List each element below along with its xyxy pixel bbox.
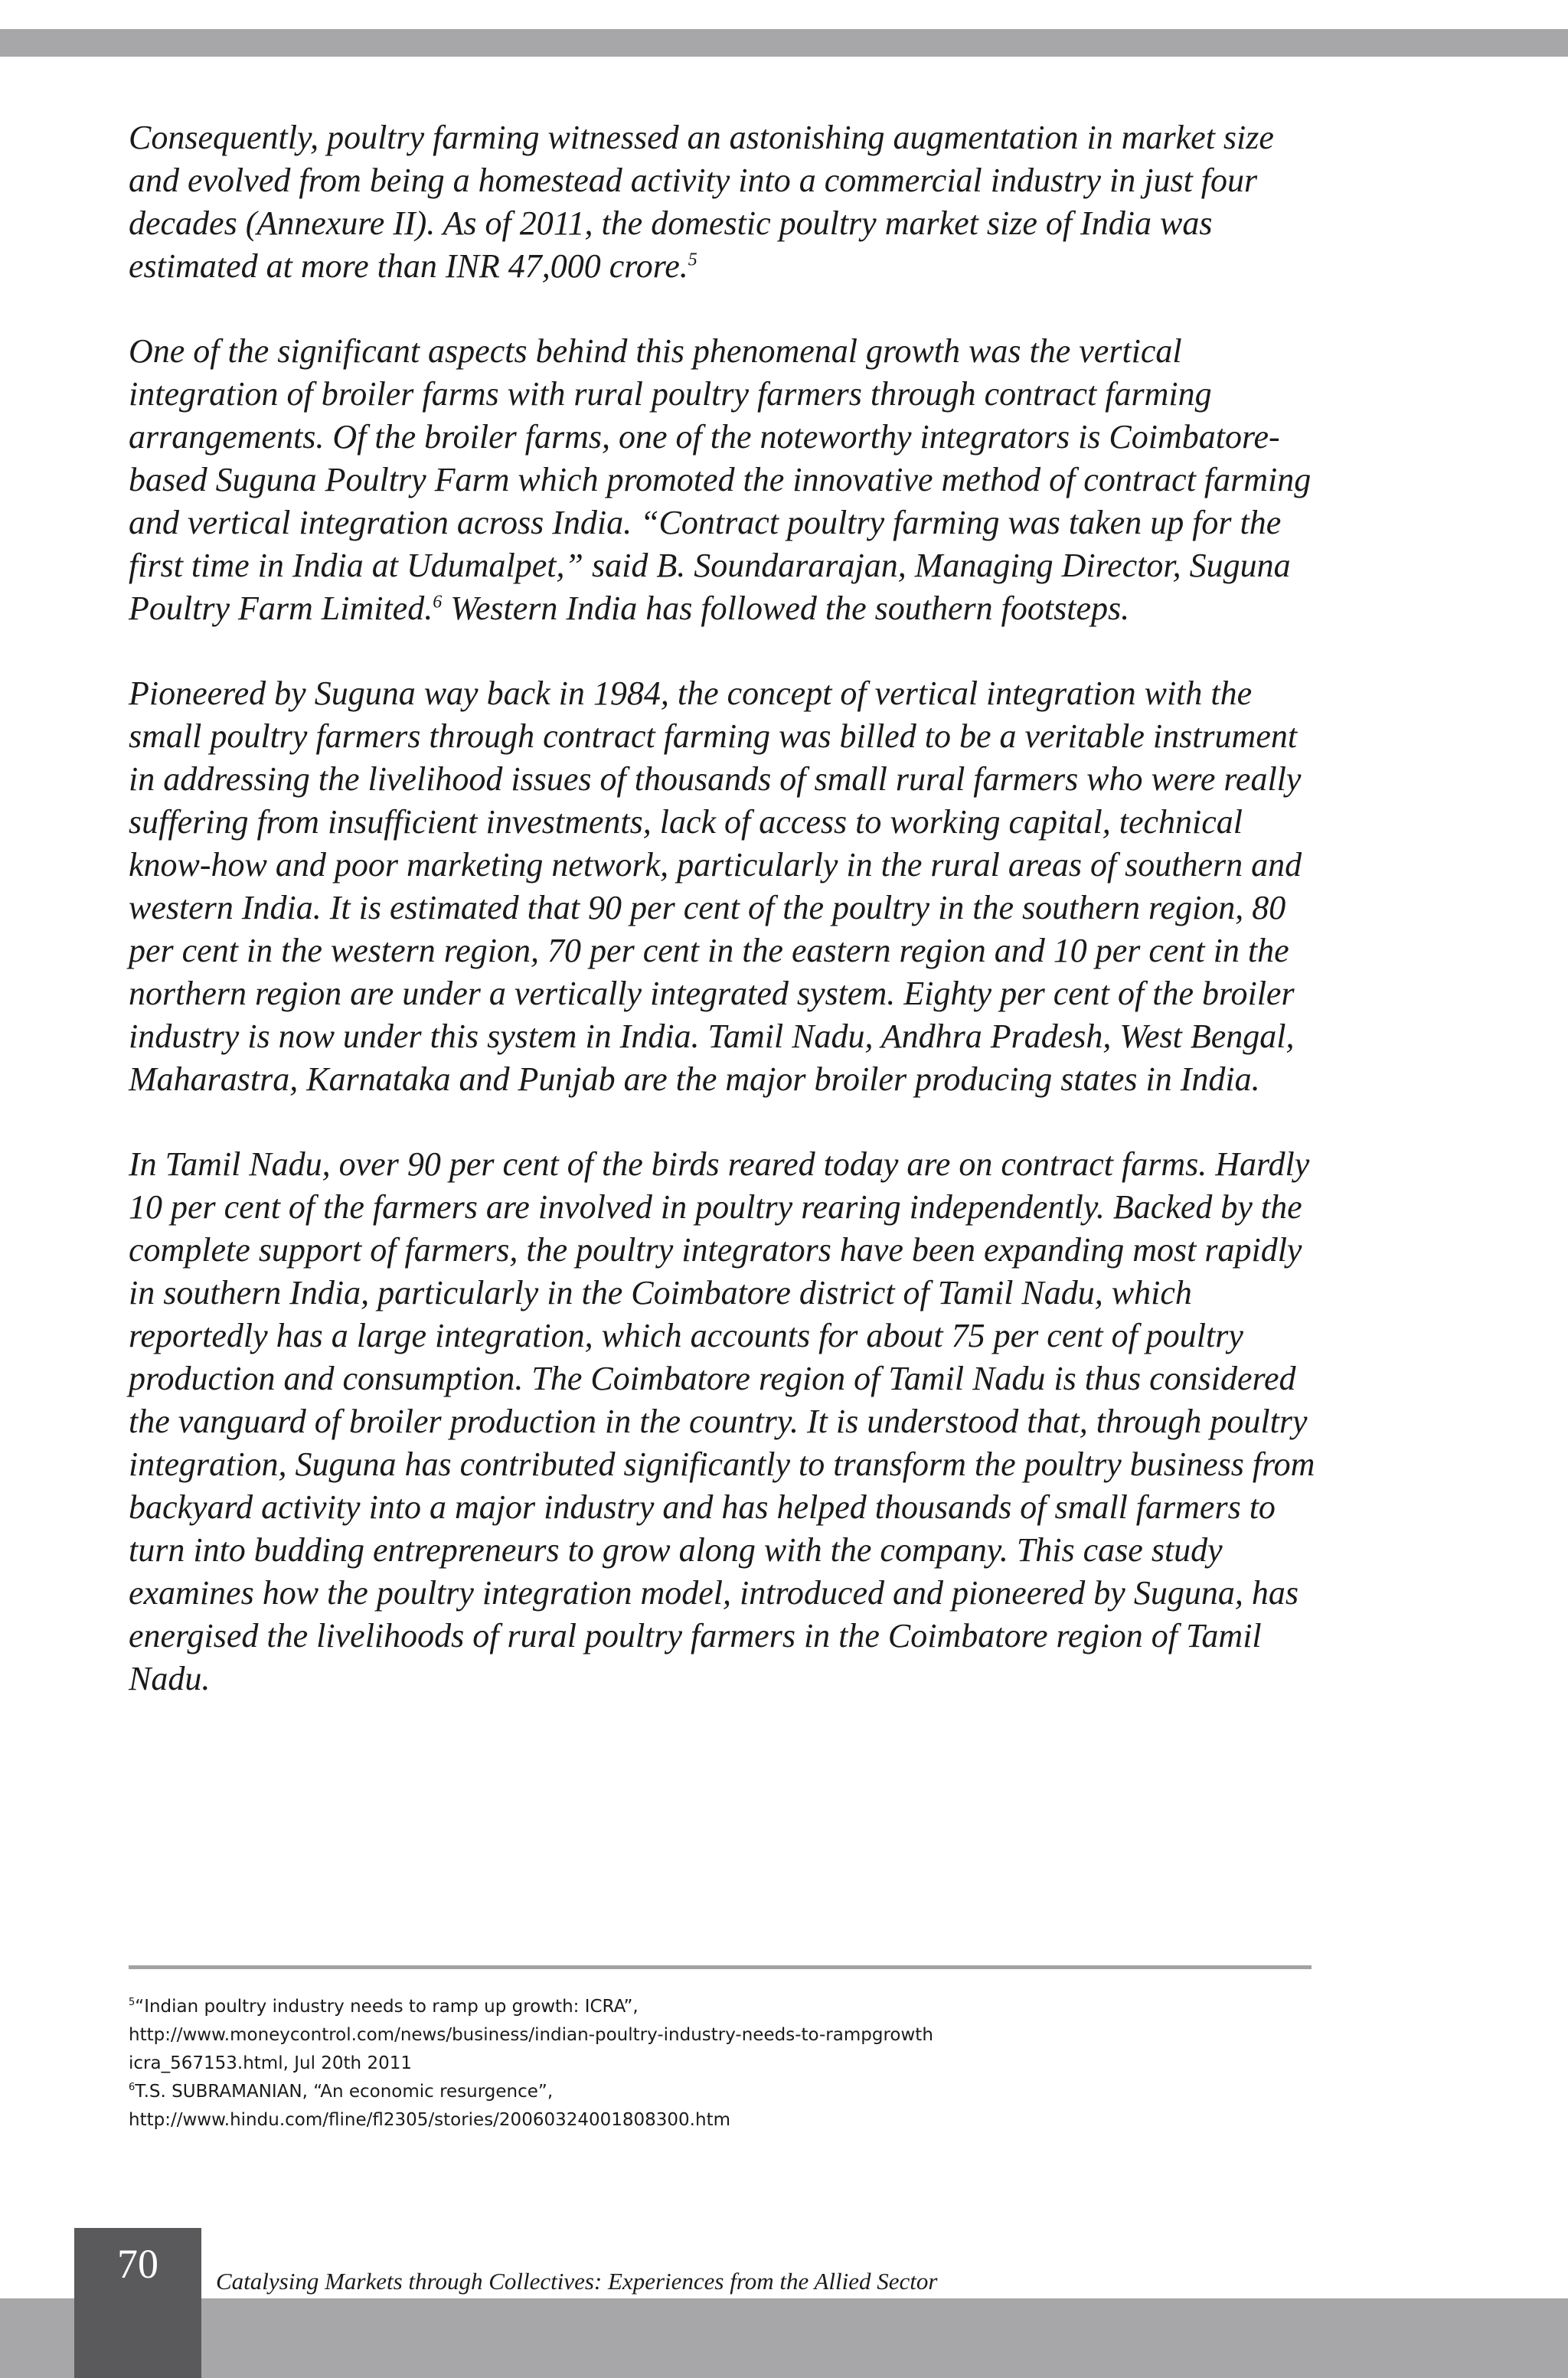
footnote-ref-6[interactable]: 6 bbox=[433, 592, 443, 612]
footnote-5 bbox=[129, 1993, 1323, 2021]
footnote-6-url[interactable] bbox=[129, 2106, 1323, 2135]
paragraph-2-text: One of the significant aspects behind this phenomenal growth was the vertical integration of broiler farms with rural poultry farmers through contract farming arrangements. Of the broiler farms, one of the noteworthy integrators is Coimbatore-based Suguna Poultry Farm which promoted the innovative method of contract farming and vertical integration across India. “Contract poultry farming was taken up for the first time in India at Udumalpet,” said B. Soundararajan, Managing Director, Suguna Poultry Farm Limited. bbox=[129, 332, 1312, 627]
footnote-link[interactable]: http://www.moneycontrol.com/news/business/indian-poultry-industry-needs-to-rampgrowth bbox=[129, 2025, 933, 2045]
footnote-marker: 6 bbox=[129, 2082, 136, 2093]
footnote-5-url-cont bbox=[129, 2050, 1323, 2078]
paragraph-4-text: In Tamil Nadu, over 90 per cent of the birds reared today are on contract farms. Hardly 10 per cent of the farmers are involved in poultry rearing independently. Backed by the complete support of farmers, the poultry integrators have been expanding most rapidly in southern India, particularly in the Coimbatore district of Tamil Nadu, which reportedly has a large integration, which accounts for about 75 per cent of poultry production and consumption. The Coimbatore region of Tamil Nadu is thus considered the vanguard of broiler production in the country. It is understood that, through poultry integration, Suguna has contributed significantly to transform the poultry business from backyard activity into a major industry and has helped thousands of small farmers to turn into budding entrepreneurs to grow along with the company. This case study examines how the poultry integration model, introduced and pioneered by Suguna, has energised the livelihoods of rural poultry farmers in the Coimbatore region of Tamil Nadu. bbox=[129, 1145, 1315, 1697]
footnote-text: “Indian poultry industry needs to ramp up growth: ICRA”, bbox=[135, 1997, 639, 2017]
footer-band bbox=[0, 2298, 1568, 2378]
footnote-5-url[interactable] bbox=[129, 2021, 1323, 2050]
header-band bbox=[0, 29, 1568, 57]
paragraph-1 bbox=[129, 116, 1325, 288]
footnote-marker: 5 bbox=[129, 1997, 136, 2008]
footnote-link[interactable]: http://www.hindu.com/fline/fl2305/stories/20060324001808300.htm bbox=[129, 2110, 730, 2130]
paragraph-2 bbox=[129, 330, 1325, 630]
footnotes bbox=[129, 1993, 1323, 2135]
paragraph-2-tail: Western India has followed the southern footsteps. bbox=[442, 590, 1130, 627]
footnote-text: icra_567153.html, Jul 20th 2011 bbox=[129, 2053, 412, 2073]
running-title: Catalysing Markets through Collectives: Experiences from the Allied Sector bbox=[216, 2268, 938, 2295]
paragraph-1-text: Consequently, poultry farming witnessed an astonishing augmentation in market size and evolved from being a homestead activity into a commercial industry in just four decades (Annexure II). As of 2011, the domestic poultry market size of India was estimated at more than INR 47,000 crore. bbox=[129, 119, 1274, 285]
footnote-text: T.S. SUBRAMANIAN, “An economic resurgence”, bbox=[135, 2082, 554, 2102]
footnote-6 bbox=[129, 2078, 1323, 2106]
page-number: 70 bbox=[117, 2241, 158, 2287]
footnote-ref-5[interactable]: 5 bbox=[688, 250, 697, 270]
body-text bbox=[129, 116, 1325, 1743]
paragraph-3-text: Pioneered by Suguna way back in 1984, the concept of vertical integration with the small poultry farmers through contract farming was billed to be a veritable instrument in addressing the livelihood issues of thousands of small rural farmers who were really suffering from insufficient investments, lack of access to working capital, technical know-how and poor marketing network, particularly in the rural areas of southern and western India. It is estimated that 90 per cent of the poultry in the southern region, 80 per cent in the western region, 70 per cent in the eastern region and 10 per cent in the northern region are under a vertically integrated system. Eighty per cent of the broiler industry is now under this system in India. Tamil Nadu, Andhra Pradesh, West Bengal, Maharastra, Karnataka and Punjab are the major broiler producing states in India. bbox=[129, 675, 1302, 1098]
paragraph-3 bbox=[129, 672, 1325, 1101]
footnote-divider bbox=[129, 1965, 1312, 1969]
paragraph-4 bbox=[129, 1143, 1325, 1700]
